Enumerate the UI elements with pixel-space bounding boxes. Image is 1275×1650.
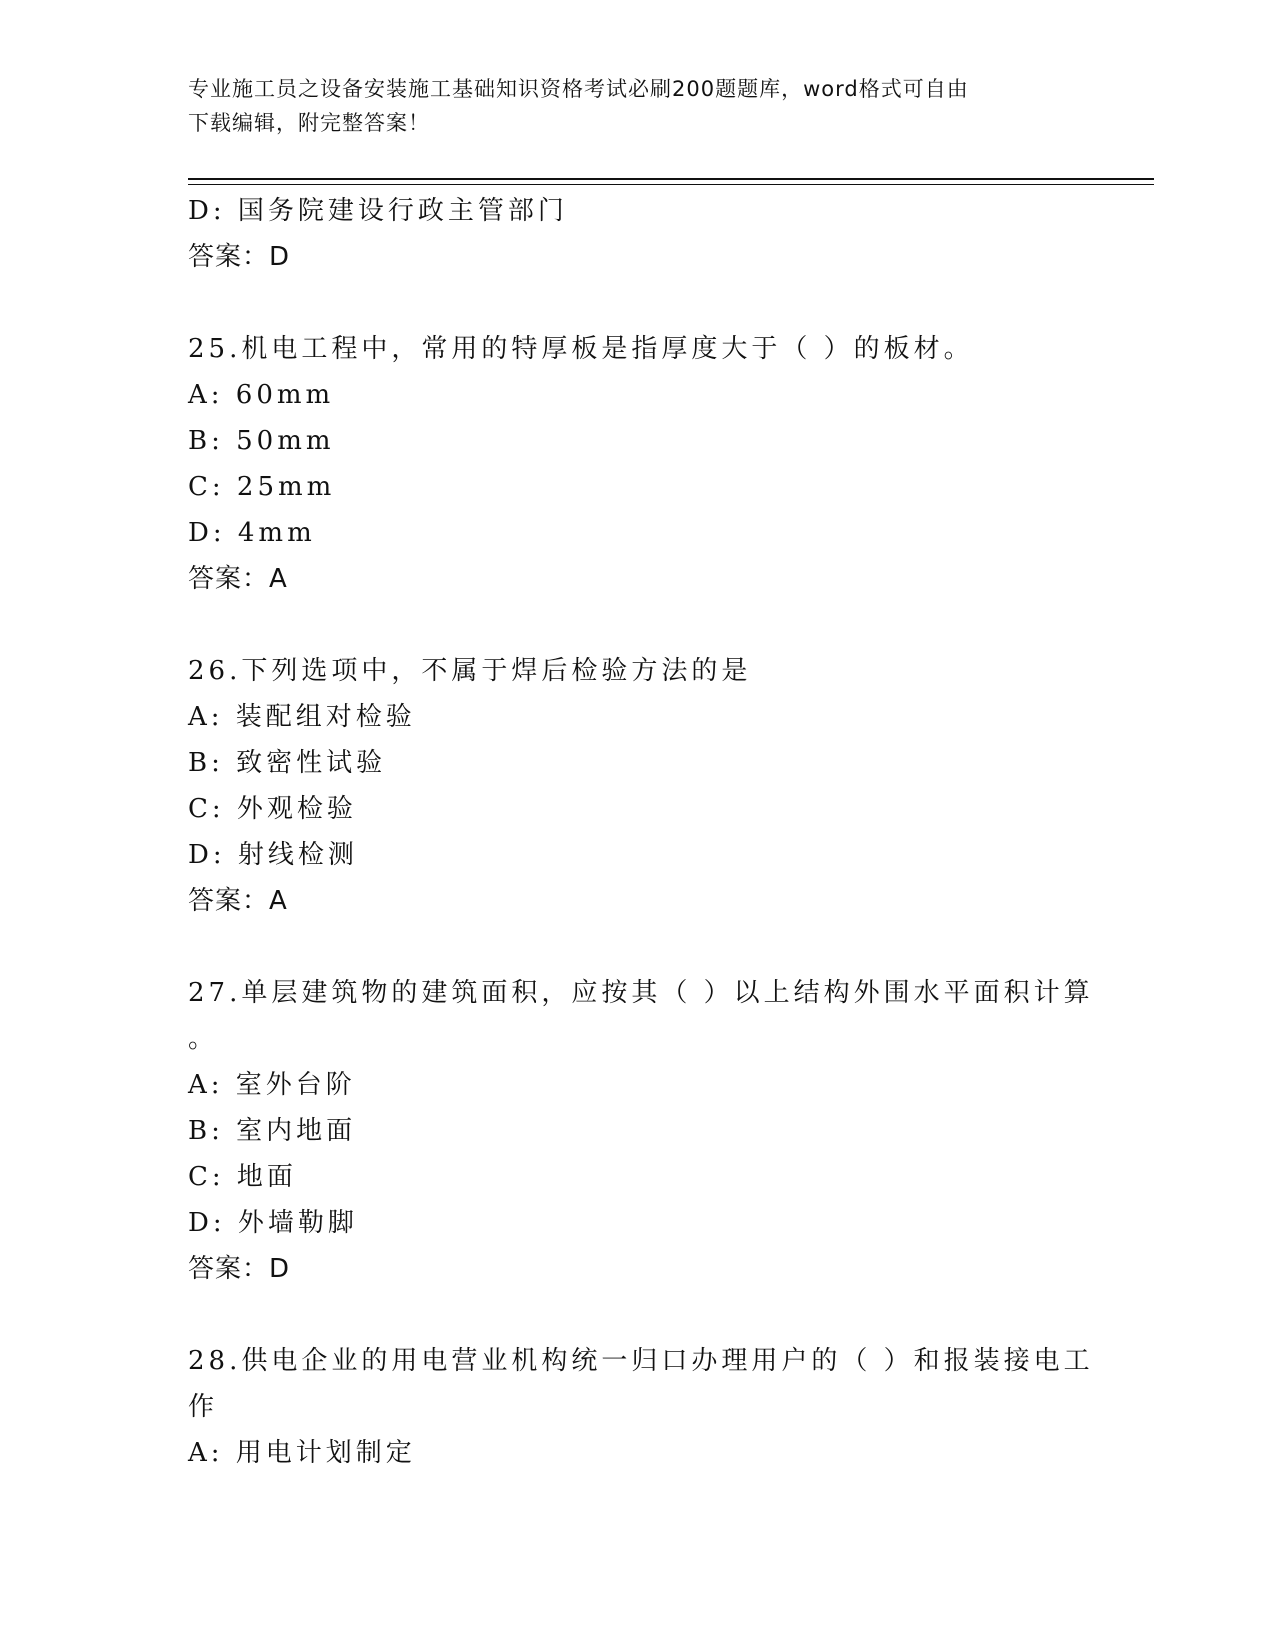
option-d: D: 4mm	[188, 518, 316, 548]
spacer	[188, 1292, 1088, 1338]
option-b: B: 50mm	[188, 426, 335, 456]
question-text-continued: 。	[188, 1024, 219, 1054]
header-line-2: 下载编辑，附完整答案！	[188, 111, 430, 135]
question-text-continued: 作	[188, 1392, 219, 1422]
spacer	[188, 280, 1088, 326]
answer-line: 答案：D	[188, 1254, 291, 1284]
option-a: A: 60mm	[188, 380, 335, 410]
option-c: C: 25mm	[188, 472, 336, 502]
option-a: A: 用电计划制定	[188, 1438, 416, 1468]
question-text: 25.机电工程中，常用的特厚板是指厚度大于（ ）的板材。	[188, 334, 974, 364]
header-divider-thin	[188, 184, 1154, 185]
document-body	[188, 188, 1094, 1476]
question-block	[188, 648, 1088, 924]
answer-line: 答案：A	[188, 564, 288, 594]
answer-line: 答案：A	[188, 886, 288, 916]
spacer	[188, 924, 1088, 970]
option-c: C: 地面	[188, 1162, 297, 1192]
option-c: C: 外观检验	[188, 794, 357, 824]
answer-line: 答案：D	[188, 242, 291, 272]
question-block	[188, 970, 1094, 1292]
option-d: D: 射线检测	[188, 840, 358, 870]
document-header	[188, 72, 1088, 140]
option-d: D: 国务院建设行政主管部门	[188, 196, 568, 226]
question-text: 26.下列选项中，不属于焊后检验方法的是	[188, 656, 752, 686]
option-b: B: 室内地面	[188, 1116, 357, 1146]
question-block	[188, 1338, 1094, 1476]
option-a: A: 装配组对检验	[188, 702, 416, 732]
spacer	[188, 602, 1088, 648]
header-divider-thick	[188, 178, 1154, 180]
question-block	[188, 326, 1088, 602]
option-d: D: 外墙勒脚	[188, 1208, 358, 1238]
option-b: B: 致密性试验	[188, 748, 387, 778]
question-text: 28.供电企业的用电营业机构统一归口办理用户的（ ）和报装接电工	[188, 1346, 1094, 1376]
question-text: 27.单层建筑物的建筑面积，应按其（ ）以上结构外围水平面积计算	[188, 978, 1094, 1008]
header-line-1: 专业施工员之设备安装施工基础知识资格考试必刷200题题库，word格式可自由	[188, 77, 969, 101]
option-a: A: 室外台阶	[188, 1070, 356, 1100]
